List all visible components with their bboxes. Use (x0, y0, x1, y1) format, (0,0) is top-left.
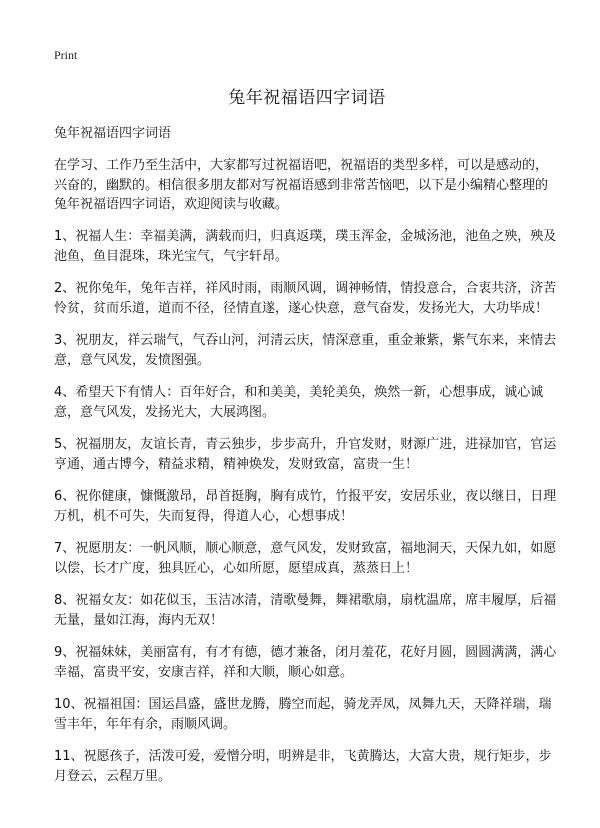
blessing-item-5: 5、祝福朋友，友谊长青，青云独步，步步高升，升官发财，财源广进，进禄加官，官运亨通，通古博今，精益求精，精神焕发，发财致富，富贵一生！ (54, 436, 557, 472)
blessing-item-7: 7、祝愿朋友：一帆风顺，顺心顺意，意气风发，发财致富，福地洞天，天保九如，如愿以偿，长才广度，独具匠心，心如所愿，愿望成真，蒸蒸日上！ (54, 540, 557, 576)
document-subtitle: 兔年祝福语四字词语 (54, 126, 172, 141)
intro-paragraph: 在学习、工作乃至生活中，大家都写过祝福语吧，祝福语的类型多样，可以是感动的，兴奋的，幽默的。相信很多朋友都对写祝福语感到非常苦恼吧，以下是小编精心整理的兔年祝福语四字词语，欢迎阅读与收藏。 (54, 158, 549, 212)
blessing-item-10: 10、祝福祖国：国运昌盛，盛世龙腾，腾空而起，骑龙弄凤，凤舞九天，天降祥瑞，瑞雪丰年，年年有余，雨顺风调。 (54, 696, 552, 732)
blessing-item-3: 3、祝朋友，祥云瑞气，气吞山河，河清云庆，情深意重，重金兼紫，紫气东来，来情去意，意气风发，发愤图强。 (54, 332, 557, 368)
blessing-item-6: 6、祝你健康，慷慨激昂，昂首挺胸，胸有成竹，竹报平安，安居乐业，夜以继日，日理万机，机不可失，失而复得，得道人心，心想事成！ (54, 488, 557, 524)
blessing-item-11: 11、祝愿孩子，活泼可爱，爱憎分明，明辨是非，飞黄腾达，大富大贵，规行矩步，步月登云，云程万里。 (54, 748, 552, 784)
blessing-item-4: 4、希望天下有情人：百年好合，和和美美，美轮美奂，焕然一新，心想事成，诚心诚意，意气风发，发扬光大，大展鸿图。 (54, 384, 544, 420)
blessing-item-8: 8、祝福女友：如花似玉，玉洁冰清，清歌曼舞，舞裙歌扇，扇枕温席，席丰履厚，后福无量，量如江海，海内无双！ (54, 592, 557, 628)
document-title: 兔年祝福语四字词语 (228, 88, 386, 108)
blessing-item-1: 1、祝福人生：幸福美满，满载而归，归真返璞，璞玉浑金，金城汤池，池鱼之殃，殃及池鱼，鱼目混珠，珠光宝气，气宇轩昂。 (54, 228, 557, 264)
blessing-item-9: 9、祝福妹妹，美丽富有，有才有德，德才兼备，闭月羞花，花好月圆，圆圆满满，满心幸福，富贵平安，安康吉祥，祥和大顺，顺心如意。 (54, 644, 557, 680)
print-link[interactable]: Print (54, 48, 78, 62)
blessing-item-2: 2、祝你兔年，兔年吉祥，祥风时雨，雨顺风调，调神畅情，情投意合，合衷共济，济苦怜贫，贫而乐道，道而不径，径情直遂，遂心快意，意气奋发，发扬光大，大功毕成！ (54, 280, 557, 316)
